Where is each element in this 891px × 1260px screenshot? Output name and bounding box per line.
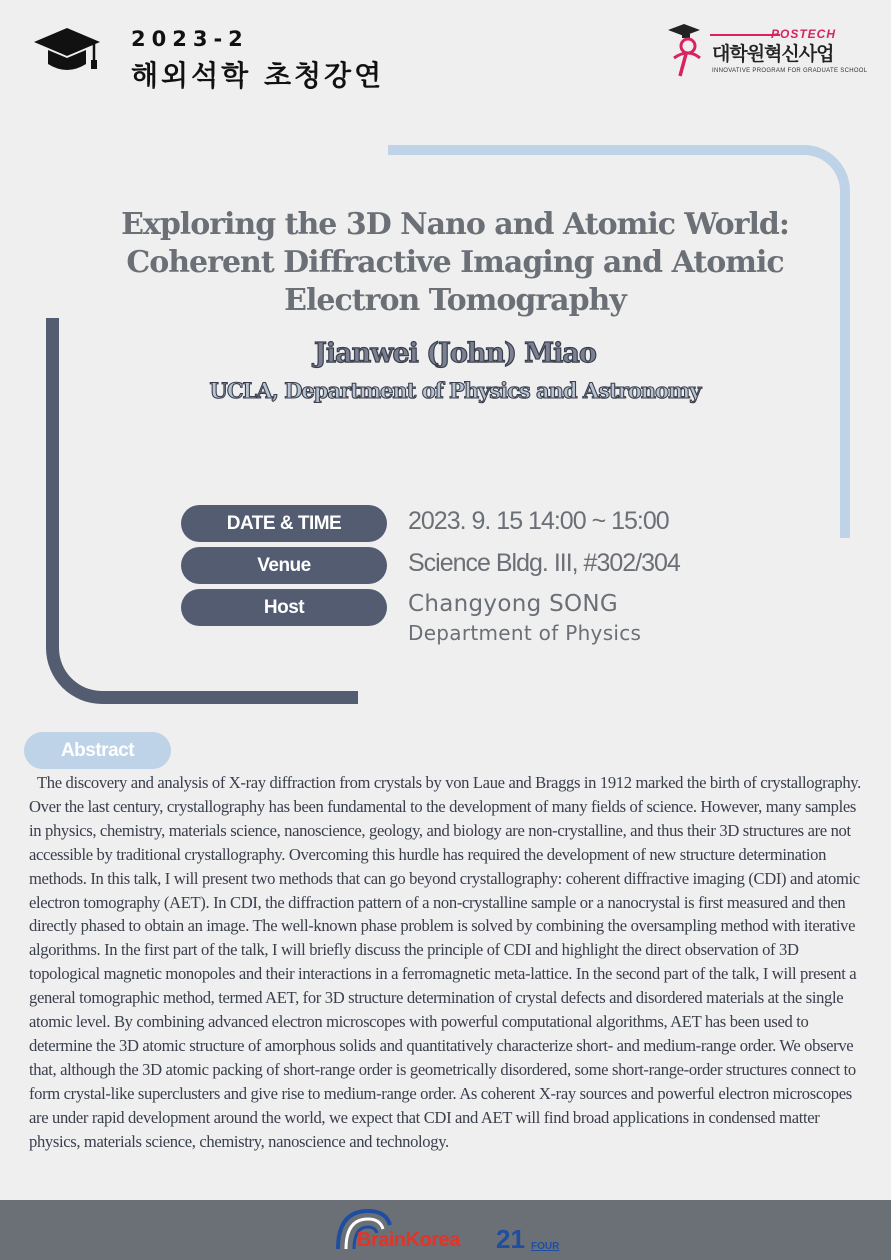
- host-name: Changyong SONG: [408, 591, 619, 617]
- date-time-value: 2023. 9. 15 14:00 ~ 15:00: [408, 507, 669, 535]
- speaker-name: Jianwei (John) Miao: [314, 338, 596, 369]
- talk-title-line: Coherent Diffractive Imaging and Atomic: [126, 245, 784, 280]
- postech-logo: [666, 22, 866, 80]
- host-label: Host: [181, 589, 387, 626]
- date-time-label: DATE & TIME: [181, 505, 387, 542]
- graduation-cap-icon: [34, 26, 100, 74]
- lecture-series-title: 해외석학 초청강연: [131, 59, 385, 92]
- talk-title-line: Electron Tomography: [284, 283, 626, 318]
- speaker-affiliation: UCLA, Department of Physics and Astronomy: [209, 378, 701, 403]
- talk-title-line: Exploring the 3D Nano and Atomic World:: [121, 207, 789, 242]
- logo-subtitle: INNOVATIVE PROGRAM FOR GRADUATE SCHOOL: [712, 68, 868, 74]
- brainkorea-logo-text: BrainKorea: [357, 1229, 460, 1251]
- host-department: Department of Physics: [408, 621, 642, 645]
- logo-title: 대학원혁신사업: [712, 43, 834, 65]
- brainkorea-logo-suffix: FOUR: [531, 1241, 560, 1252]
- postech-mark-icon: [666, 22, 706, 80]
- abstract-text: The discovery and analysis of X-ray diffraction from crystals by von Laue and Braggs in 1912 marked the birth of crystallography. Over the last century, crystallography has been fundamental to the development of many fields of science. However, many samples in physics, chemistry, materials science, nanoscience, geology, and biology are non-crystalline, and thus their 3D structures are not accessible by traditional crystallography. Overcoming this hurdle has required the development of new structure determination methods. In this talk, I will present two methods that can go beyond crystallography: coherent diffractive imaging (CDI) and atomic electron tomography (AET). In CDI, the diffraction pattern of a non-crystalline sample or a nanocrystal is first measured and then directly phased to obtain an image. The well-known phase problem is solved by combining the oversampling method with iterative algorithms. In the first part of the talk, I will briefly discuss the principle of CDI and highlight the direct observation of 3D topological magnetic monopoles and their interactions in a ferromagnetic meta-lattice. In the second part of the talk, I will present a general tomographic method, termed AET, for 3D structure determination of crystal defects and disordered materials at the single atomic level. By combining advanced electron microscopes with powerful computational algorithms, AET has been used to determine the 3D atomic structure of amorphous solids and quantitatively characterize short- and medium-range order. We observe that, although the 3D atomic packing of short-range order is geometrically disordered, some short-range-order structures connect to form crystal-like superclusters and give rise to medium-range order. As coherent X-ray sources and powerful electron microscopes are under rapid development around the world, we expect that CDI and AET will find broad applications in condensed matter physics, materials science, chemistry, nanoscience and technology.: [29, 773, 861, 1151]
- logo-rule: [710, 34, 780, 36]
- abstract-label: Abstract: [24, 732, 171, 769]
- semester-year: 2023-2: [131, 27, 249, 51]
- talk-title: [80, 206, 830, 320]
- venue-value: Science Bldg. III, #302/304: [408, 549, 680, 577]
- venue-label: Venue: [181, 547, 387, 584]
- brainkorea-logo-number: 21: [496, 1224, 525, 1254]
- logo-brand: POSTECH: [770, 27, 836, 41]
